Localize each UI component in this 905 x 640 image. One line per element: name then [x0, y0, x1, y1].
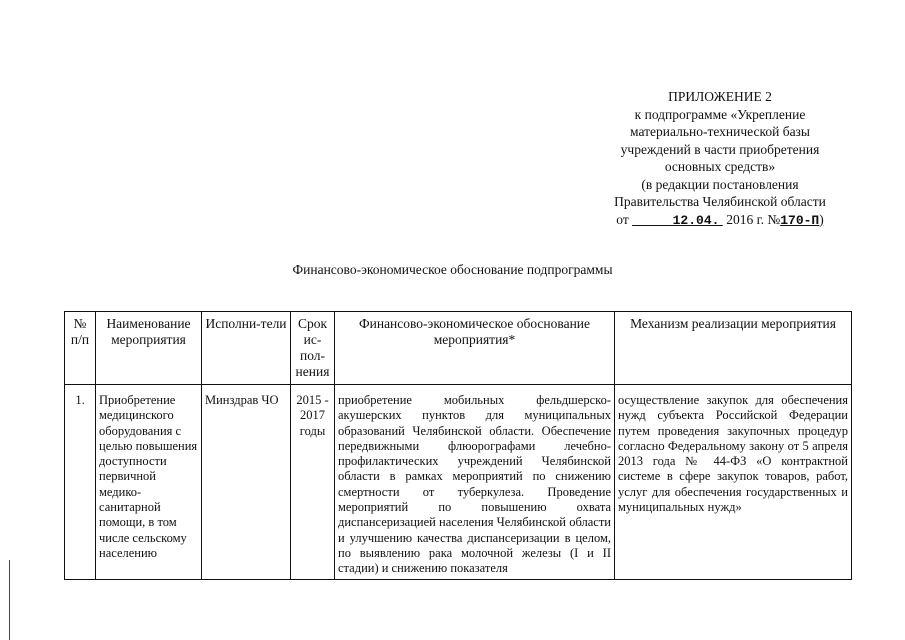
appendix-line-6: (в редакции постановления [641, 176, 799, 192]
appendix-line-3: материально-технической базы [630, 124, 810, 139]
appendix-line-7: Правительства Челябинской области [614, 194, 826, 209]
cell-mechanism: осуществление закупок для обеспечения нужд субъекта Российской Федерации путем проведения закупочных процедур согласно Федеральному закону от 5 апреля 2013 года № 44-ФЗ «О контрактной системе в сфере закупок товаров, работ, услуг для обеспечения государственных и муниципальных нужд» [615, 391, 852, 579]
number-prefix: г. № [756, 211, 781, 227]
cell-name: Приобретение медицинского оборудования с целью повышения доступности первичной медико-санитарной помощи, в том числе сельскому населению [96, 391, 202, 579]
date-prefix: от [616, 211, 629, 227]
header-name: Наименование мероприятия [96, 312, 202, 385]
appendix-line-5: основных средств» [664, 159, 776, 174]
appendix-line-2: к подпрограмме «Укрепление [634, 106, 806, 122]
justification-table [64, 311, 852, 580]
scan-edge-line [9, 560, 10, 640]
header-executor: Исполни-тели [202, 312, 291, 385]
cell-justification: приобретение мобильных фельдшерско-акушерских пунктов для муниципальных образований Челябинской области. Обеспечение передвижными флюорографами лечебно-профилактических учреждений Челябинской области в рамках мероприятий по снижению смертности от туберкулеза. Проведение мероприятий по повышению охвата диспансеризацией населения Челябинской области и улучшению качества диспансеризации в целом, по выявлению рака молочной железы (I и II стадии) и снижению показателя [335, 391, 615, 579]
header-term: Срок ис-пол-нения [291, 312, 335, 385]
header-justification: Финансово-экономическое обоснование мероприятия* [335, 312, 615, 385]
table-header-row [65, 312, 852, 385]
document-title: Финансово-экономическое обоснование подпрограммы [292, 262, 613, 277]
cell-executor: Минздрав ЧО [202, 391, 291, 579]
appendix-line-1: ПРИЛОЖЕНИЕ 2 [668, 89, 772, 104]
appendix-line-4: учреждений в части приобретения [620, 141, 820, 157]
appendix-date-line [570, 211, 870, 230]
header-num: № п/п [65, 312, 96, 385]
closing-paren: ) [819, 211, 824, 227]
header-mechanism: Механизм реализации мероприятия [615, 312, 852, 385]
appendix-block [570, 88, 870, 229]
date-value: 12.04. [672, 212, 720, 228]
cell-term: 2015 - 2017 годы [291, 391, 335, 579]
number-value: 170-П [780, 212, 820, 228]
date-year: 2016 [726, 211, 754, 227]
table-row [65, 391, 852, 579]
cell-num: 1. [65, 391, 96, 579]
